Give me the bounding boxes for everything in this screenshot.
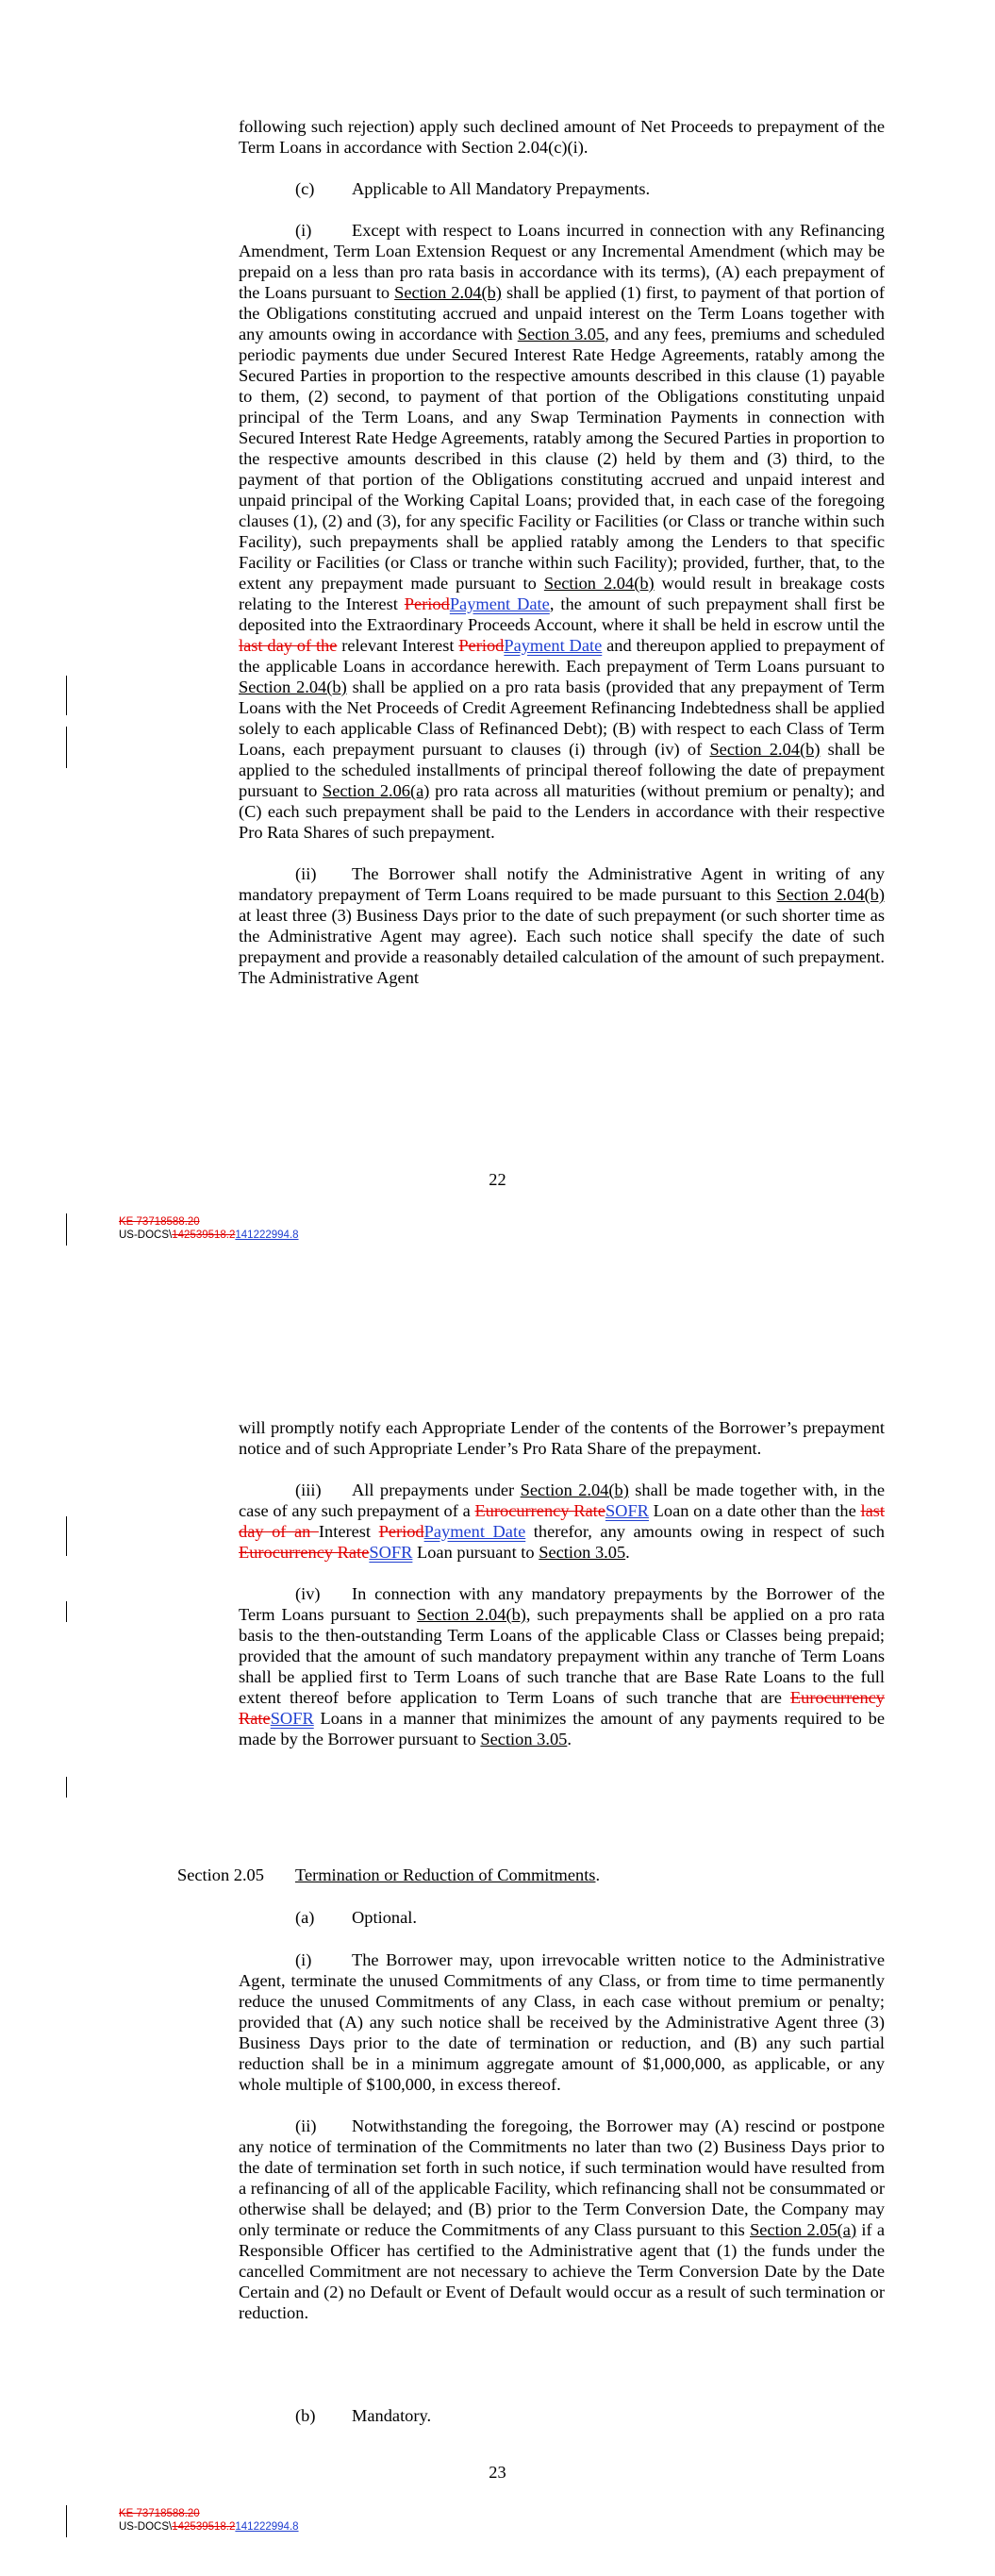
page-23: [0, 1288, 995, 2576]
deleted-text: Period: [378, 1522, 424, 1541]
text-run: and thereupon applied to prepayment of the applicable Loans in accordance herewith. Each prepayment of Term Loans pursuant to: [239, 636, 885, 676]
text-run: at least three (3) Business Days prior to the date of such prepayment (or such shorter time as the Administrative Agent may agree). Each such notice shall specify the date of such prepayment and provide a reasonably detailed calculation of the amount of such prepayment. The Administrative Agent: [239, 906, 885, 987]
text-run: , and any fees, premiums and scheduled periodic payments due under Secured Interest Rate Hedge Agreements, ratably among the Secured Parties in proportion to the respective amounts described in this clause (1) payable to them, (2) second, to payment of that portion of the Obligations constituting unpaid principal of the Term Loans, and any Swap Termination Payments in connection with Secured Interest Rate Hedge Agreements, ratably among the Secured Parties in proportion to the respective amounts described in this clause (2) held by them and (3) third, to the payment of that portion of the Obligations constituting accrued and unpaid interest and unpaid principal of the Working Capital Loans; provided that, in each case of the foregoing clauses (1), (2) and (3), for any specific Facility or Facilities (or Class or tranche within such Facility), such prepayments shall be applied ratably among the Lenders to that specific Facility or Facilities (or Class or tranche within such Facility); provided, further, that, to the extent any prepayment made pursuant to: [239, 325, 885, 593]
clause-c-label: (c): [295, 179, 315, 198]
clause-c-ii-paragraph: [239, 863, 885, 988]
text-run: , such prepayments shall be applied on a pro rata basis to the then-outstanding Term Loans of the applicable Class or Classes being prepaid; provided that the amount of such mandatory prepayment within any tranche of Term Loans shall be applied first to Term Loans of such tranche that are Base Rate Loans to the full extent thereof before application to Term Loans of such tranche that are: [239, 1605, 885, 1707]
text-run: .: [625, 1543, 630, 1562]
deleted-text: Eurocurrency Rate: [239, 1688, 885, 1728]
inserted-text: Payment Date: [504, 636, 603, 655]
change-bar: [66, 1213, 67, 1246]
clause-c-iii-paragraph: [239, 1480, 885, 1563]
page-22-body: [239, 116, 885, 1009]
section-reference: Section 2.04(b): [543, 574, 655, 593]
continuation-paragraph: will promptly notify each Appropriate Lender of the contents of the Borrower’s prepayment notice and of such Appropriate Lender’s Pro Rata Share of the prepayment.: [239, 1418, 885, 1458]
clause-c-iv-paragraph: [239, 1583, 885, 1749]
inserted-text: Payment Date: [449, 594, 550, 613]
text-run: Loans in a manner that minimizes the amount of any payments required to be made by the Borrower pursuant to: [239, 1709, 885, 1748]
inserted-text: Payment Date: [423, 1522, 526, 1541]
section-reference: Section 3.05: [539, 1543, 626, 1562]
footer-doc-id: [119, 2520, 299, 2534]
clause-c-i-paragraph: [239, 220, 885, 843]
text-run: would result in breakage costs relating to the Interest: [239, 574, 885, 613]
section-reference: Section 2.04(b): [776, 885, 885, 904]
text-run: therefor, any amounts owing in respect of such: [525, 1522, 885, 1541]
section-reference: Section 2.04(b): [709, 740, 821, 759]
document-footer: [119, 2507, 299, 2534]
section-title: Termination or Reduction of Commitments: [295, 1865, 596, 1884]
deleted-text: Period: [404, 594, 450, 613]
text-run: The Borrower shall notify the Administrative Agent in writing of any mandatory prepayment of Term Loans required to be made pursuant to this: [239, 864, 885, 904]
section-number: Section 2.05: [177, 1865, 264, 1884]
page-23-body-section-2-05: [239, 1949, 885, 2344]
clause-b-title: Mandatory.: [352, 2406, 432, 2425]
page-23-body: [239, 1417, 885, 1770]
section-reference: Section 2.04(b): [417, 1605, 526, 1624]
clause-c-ii-label: (ii): [295, 864, 317, 883]
inserted-text: SOFR: [605, 1501, 649, 1520]
clause-c-title: Applicable to All Mandatory Prepayments.: [352, 179, 651, 198]
change-bar: [66, 727, 67, 768]
clause-c-iii-label: (iii): [295, 1480, 322, 1499]
text-run: shall be made together with, in the case of any such prepayment of a: [239, 1480, 886, 1520]
text-run: shall be applied on a pro rata basis (provided that any prepayment of Term Loans with the Net Proceeds of Credit Agreement Refinancing Indebtedness shall be applied solely to each applicable Class of Refinanced Debt); (B) with respect to each Class of Term Loans, each prepayment pursuant to clauses (i) through (iv) of: [239, 677, 885, 759]
clause-c-i-label: (i): [295, 221, 312, 240]
section-reference: Section 2.05(a): [750, 2220, 857, 2239]
deleted-text: Eurocurrency Rate: [239, 1543, 370, 1562]
section-reference: Section 2.04(b): [239, 677, 347, 696]
footer-prefix: US-DOCS\: [119, 1229, 173, 1241]
section-2-05-heading: [177, 1865, 885, 1885]
inserted-text: SOFR: [369, 1543, 413, 1562]
deleted-text: last day of the: [239, 636, 338, 655]
section-reference: Section 2.04(b): [394, 283, 502, 302]
clause-a-heading: [295, 1907, 417, 1928]
footer-prefix: US-DOCS\: [119, 2521, 173, 2533]
text-run: relevant Interest: [337, 636, 459, 655]
text-run: Notwithstanding the foregoing, the Borrower may (A) rescind or postpone any notice of termination of the Commitments no later than two (2) Business Days prior to the date of termination set forth in such notice, if such termination would have resulted from a refinancing of all of the applicable Facility, which refinancing shall not be consummated or otherwise shall be delayed; and (B) prior to the Term Conversion Date, the Company may only terminate or reduce the Commitments of any Class pursuant to this: [239, 2116, 885, 2239]
footer-deleted-id: KE 73718588.20: [119, 2508, 200, 2519]
section-reference: Section 3.05: [480, 1730, 568, 1748]
change-bar: [66, 1601, 67, 1622]
footer-doc-id: [119, 1229, 299, 1242]
text-run: , the amount of such prepayment shall first be deposited into the Extraordinary Proceeds Account, where it shall be held in escrow until the: [239, 594, 885, 634]
text-run: pro rata across all maturities (without premium or penalty); and (C) each such prepayment shall be paid to the Lenders in accordance with their respective Pro Rata Shares of such prepayment.: [239, 781, 886, 842]
section-reference: Section 3.05: [517, 325, 605, 343]
text-run: shall be applied to the scheduled installments of principal thereof following the date of prepayment pursuant to: [239, 740, 885, 800]
inserted-text: SOFR: [270, 1709, 314, 1728]
page-number: 22: [489, 1170, 506, 1189]
footer-inserted-number: 141222994.8: [235, 2521, 299, 2533]
text-run: In connection with any mandatory prepayments by the Borrower of the Term Loans pursuant to: [239, 1584, 885, 1624]
text-run: Except with respect to Loans incurred in connection with any Refinancing Amendment, Term Loan Extension Request or any Incremental Amendment (which may be prepaid on a less than pro rata basis in accordance with its terms), (A) each prepayment of the Loans pursuant to: [239, 221, 885, 302]
continuation-paragraph: following such rejection) apply such declined amount of Net Proceeds to prepayment of the Term Loans in accordance with Section 2.04(c)(i).: [239, 117, 885, 157]
text-run: Interest: [318, 1522, 379, 1541]
clause-c-heading: [239, 178, 885, 199]
clause-a-title: Optional.: [352, 1908, 417, 1927]
document-footer: [119, 1215, 299, 1242]
footer-deleted-number: 142539518.2: [172, 1229, 236, 1241]
clause-a-i-paragraph: [239, 1949, 885, 2095]
footer-inserted-number: 141222994.8: [235, 1229, 299, 1241]
change-bar: [66, 1516, 67, 1556]
text-run: Loan on a date other than the: [648, 1501, 861, 1520]
deleted-text: last day of an: [239, 1501, 886, 1541]
footer-deleted-number: 142539518.2: [172, 2521, 236, 2533]
clause-a-ii-label: (ii): [295, 2116, 317, 2135]
text-run: Loan pursuant to: [412, 1543, 539, 1562]
deleted-text: Eurocurrency Rate: [474, 1501, 605, 1520]
change-bar: [66, 1777, 67, 1798]
text-run: shall be applied (1) first, to payment of that portion of the Obligations constituting accrued and unpaid interest on the Term Loans together with any amounts owing in accordance with: [239, 283, 885, 343]
page-number: 23: [489, 2463, 506, 2482]
text-run: The Borrower may, upon irrevocable written notice to the Administrative Agent, terminate the unused Commitments of any Class, or from time to time permanently reduce the unused Commitments of any Class, in each case without premium or penalty; provided that (A) any such notice shall be received by the Administrative Agent three (3) Business Days prior to the date of termination or reduction, and (B) any such partial reduction shall be in a minimum aggregate amount of $1,000,000, as applicable, or any whole multiple of $100,000, in excess thereof.: [239, 1950, 885, 2094]
footer-deleted-id: KE 73718588.20: [119, 1216, 200, 1228]
text-run: All prepayments under: [352, 1480, 521, 1499]
section-reference: Section 2.06(a): [322, 781, 430, 800]
clause-a-ii-paragraph: [239, 2116, 885, 2323]
clause-a-label: (a): [295, 1908, 315, 1927]
clause-a-i-label: (i): [295, 1950, 312, 1969]
clause-b-heading: [295, 2405, 431, 2426]
text-run: .: [567, 1730, 572, 1748]
text-run: if a Responsible Officer has certified to the Administrative agent that (1) the funds under the cancelled Commitment are not necessary to achieve the Term Conversion Date by the Date Certain and (2) no Default or Event of Default would occur as a result of such termination or reduction.: [239, 2220, 885, 2322]
change-bar: [66, 676, 67, 715]
deleted-text: Period: [458, 636, 505, 655]
clause-c-iv-label: (iv): [295, 1584, 321, 1603]
change-bar: [66, 2505, 67, 2537]
section-reference: Section 2.04(b): [520, 1480, 629, 1499]
section-title-period: .: [595, 1865, 601, 1884]
clause-b-label: (b): [295, 2406, 316, 2425]
